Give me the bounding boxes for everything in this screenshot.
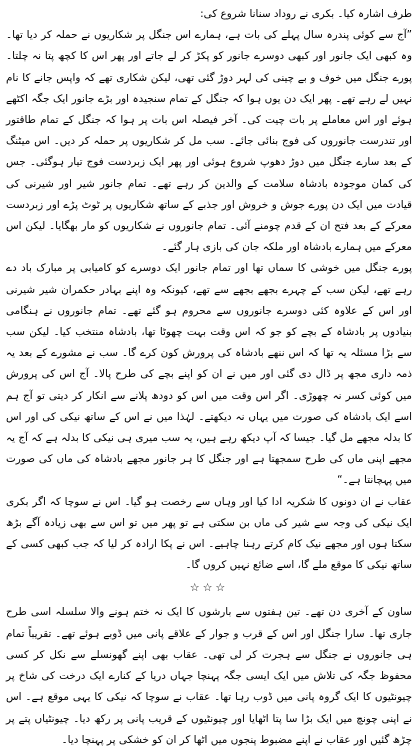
paragraph: پورے جنگل میں خوشی کا سماں تھا اور تمام جانور ایک دوسرے کو کامیابی پر مبارک باد دے رہے تھے، لیکن سب کے چہرے بجھے بجھے سے تھے، کیونکہ وہ اپنے بہادر حکمران شیر شیرنی اور اس کے علاوہ کئی دوسرے جانوروں سے محروم ہو گئے تھے۔ تمام جانوروں نے ہنگامی بنیادوں پر بادشاہ کے بچے کو جو کہ اس وقت بہت چھوٹا تھا، بادشاہ منتخب کیا۔ لیکن سب سے بڑا مسئلہ یہ تھا کہ اس ننھے بادشاہ کی پرورش کون کرے گا۔ سب نے مشورے کے بعد یہ ذمہ داری مجھ پر ڈال دی گئی اور میں نے ان کو اپنے بچے کی طرح پالا۔ آج اس کی پرورش میں کوئی کسر نہ چھوڑی۔ اگر اس وقت میں اس کو دودھ پلانے سے انکار کر دیتی تو آج ہم اسے ایک بادشاہ کی صورت میں یہاں نہ دیکھتے۔ لہٰذا میں نے اس کے ساتھ نیکی کی اور اس کا بدلہ مجھے مل گیا۔ جیسا کہ آپ دیکھ رہے ہیں، یہ سب میری ہی نیکی کا بدلہ ہے کہ آج یہ مجھے اپنی ماں کی طرح سمجھتا ہے اور جنگل کا ہر جانور مجھے بادشاہ کی ماں کی صورت میں پہچانتا ہے۔“ [6,262,412,487]
paragraph: طرف اشارہ کیا۔ بکری نے روداد سنانا شروع کی: [200,8,412,20]
paragraph: عقاب نے ان دونوں کا شکریہ ادا کیا اور وہاں سے رخصت ہو گیا۔ اس نے سوچا کہ اگر بکری ایک نیکی کی وجہ سے شیر کی ماں بن سکتی ہے تو پھر میں تو اس سے بھی زیادہ آگے بڑھ سکتا ہوں اور مجھے نیک کام کرتے رہنا چاہیے۔ اس نے پکا ارادہ کر لیا کہ جب کبھی کسی کے ساتھ نیکی کا موقع ملے گا، اسے ضائع نہیں کروں گا۔ [6,495,412,572]
story-part-2 [6,602,412,750]
section-divider-stars: ☆☆☆ [189,581,229,595]
story-part-1 [6,4,412,576]
paragraph: ”آج سے کوئی پندرہ سال پہلے کی بات ہے، ہمارے اس جنگل پر شکاریوں نے حملہ کر دیا تھا۔ وہ کبھی ایک جانور اور کبھی دوسرے جانور کو پکڑ کر لے جاتے اور پھر اس کا کچھ پتا نہ چلتا۔ پورے جنگل میں خوف و بے چینی کی لہر دوڑ گئی تھی، لیکن شکاری تھے کہ واپس جانے کا نام نہیں لے رہے تھے۔ پھر ایک دن یوں ہوا کہ جنگل کے تمام سنجیدہ اور بڑے جانور ایک جگہ اکٹھے ہوئے اور اس معاملے پر بات چیت کی۔ آخر فیصلہ اس بات پر ہوا کہ جنگل کے تمام طاقتور اور تندرست جانوروں کی فوج بنائی جائے۔ سب مل کر شکاریوں پر حملہ کر دیں۔ اس میٹنگ کے بعد سارے جنگل میں دوڑ دھوپ شروع ہوئی اور پھر ایک زبردست فوج تیار ہوگئی۔ جس کی کمان موجودہ بادشاہ سلامت کے والدین کر رہے تھے۔ تمام جانور شیر اور شیرنی کی قیادت میں ایک دن پورے جوش و خروش اور جذبے کے ساتھ شکاریوں پر ٹوٹ پڑے اور زبردست معرکے کے بعد فتح ان کے قدم چومنے آئی۔ تمام جانوروں نے شکاریوں کو مار بھگایا۔ لیکن اس معرکے میں ہمارے بادشاہ اور ملکہ جان کی بازی ہار گئے۔ [6,29,412,254]
paragraph: ساون کے آخری دن تھے۔ تین ہفتوں سے بارشوں کا ایک نہ ختم ہونے والا سلسلہ اسی طرح جاری تھا۔ سارا جنگل اور اس کے قرب و جوار کے علاقے پانی میں ڈوبے ہوئے تھے۔ تقریباً تمام ہی جانوروں نے جنگل سے ہجرت کر لی تھی۔ عقاب بھی اپنے گھونسلے سے نکل کر کسی محفوظ جگہ کی تلاش میں ایک ایسی جگہ پہنچا جہاں دریا کے کنارے ایک درخت کی شاخ پر چیونٹیوں کا ایک گروہ پانی میں ڈوب رہا تھا۔ عقاب نے سوچا کہ نیکی کا یہی موقع ہے۔ اس نے اپنی چونچ میں ایک بڑا سا پتا اٹھایا اور چیونٹیوں کے قریب پانی پر رکھ دیا۔ چیونٹیاں پتے پر چڑھ گئیں اور عقاب نے اپنے مضبوط پنجوں میں اٹھا کر ان کو خشکی پر پہنچا دیا۔ [6,606,412,746]
